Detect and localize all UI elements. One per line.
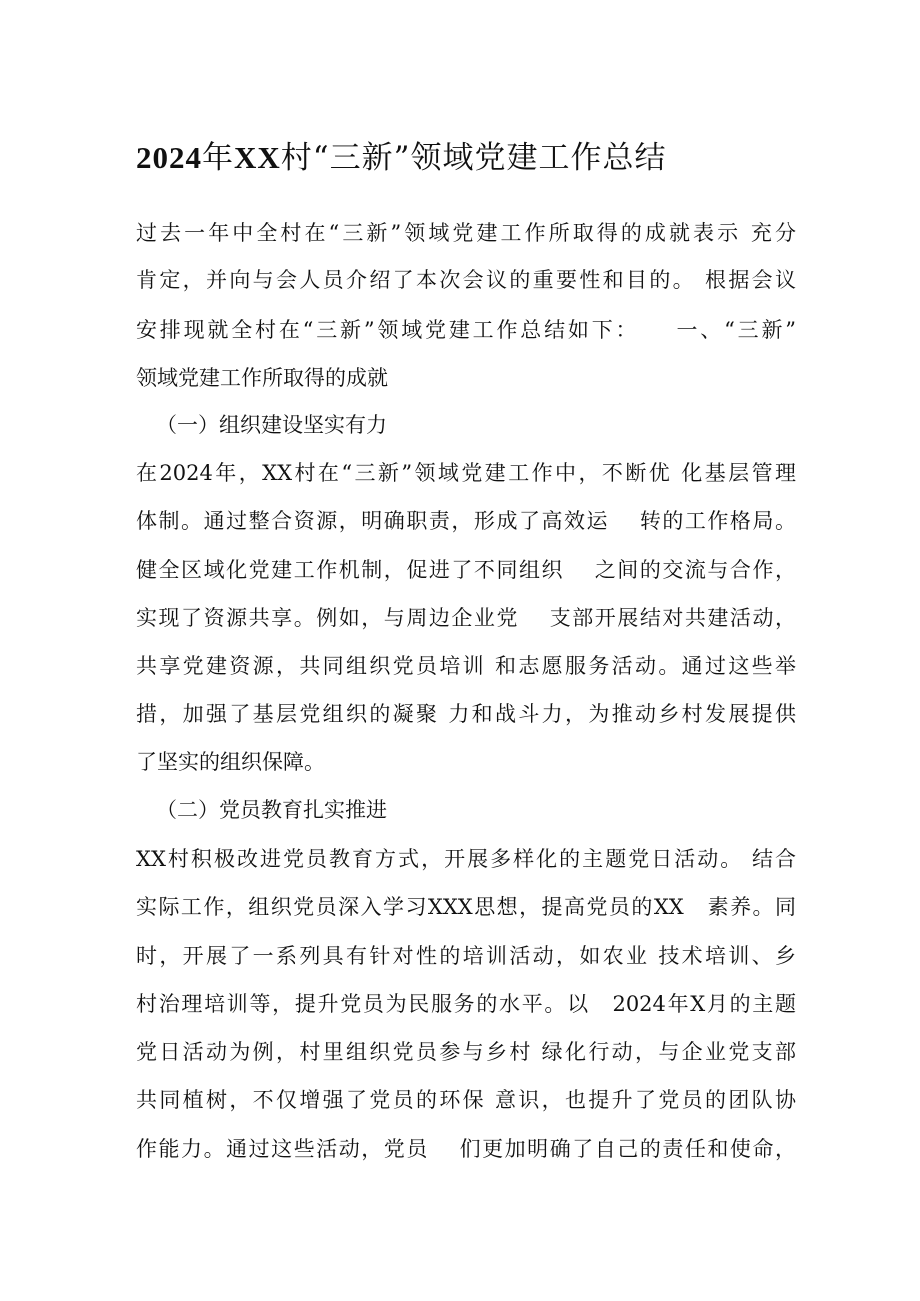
title-village: XX xyxy=(234,140,281,175)
body-line: 措，加强了基层党组织的凝聚 力和战斗力，为推动乡村发展提供 xyxy=(136,702,796,726)
body-line: 村治理培训等，提升党员为民服务的水平。以 2024年X月的主题 xyxy=(136,992,796,1016)
body-line: 共享党建资源，共同组织党员培训 和志愿服务活动。通过这些举 xyxy=(136,654,796,678)
body-line: 了坚实的组织保障。 xyxy=(136,750,325,774)
body-line: 党日活动为例，村里组织党员参与乡村 绿化行动，与企业党支部 xyxy=(136,1040,796,1064)
body-line: 时，开展了一系列具有针对性的培训活动，如农业 技术培训、乡 xyxy=(136,944,796,968)
title-year: 2024 xyxy=(136,140,202,175)
body-line: 作能力。通过这些活动，党员 们更加明确了自己的责任和使命， xyxy=(136,1137,796,1161)
body-line: 安排现就全村在“三新”领域党建工作总结如下： 一、“三新” xyxy=(136,318,796,342)
title-year-suffix: 年 xyxy=(202,140,234,176)
body-line: 体制。通过整合资源，明确职责，形成了高效运 转的工作格局。 xyxy=(136,509,796,533)
body-line: 实际工作，组织党员深入学习XXX思想，提高党员的XX 素养。同 xyxy=(136,895,796,919)
section-heading: （二）党员教育扎实推进 xyxy=(156,798,387,822)
body-line: 领域党建工作所取得的成就 xyxy=(136,366,388,390)
title-rest: 村“三新”领域党建工作总结 xyxy=(280,140,667,176)
body-line: 肯定，并向与会人员介绍了本次会议的重要性和目的。 根据会议 xyxy=(136,268,796,292)
body-line: 实现了资源共享。例如，与周边企业党 支部开展结对共建活动， xyxy=(136,606,796,630)
body-line: 健全区域化党建工作机制，促进了不同组织 之间的交流与合作， xyxy=(136,558,796,582)
body-line: 共同植树，不仅增强了党员的环保 意识，也提升了党员的团队协 xyxy=(136,1088,796,1112)
body-line: 过去一年中全村在“三新”领域党建工作所取得的成就表示 充分 xyxy=(136,221,796,245)
body-line: XX村积极改进党员教育方式，开展多样化的主题党日活动。 结合 xyxy=(136,847,796,871)
section-heading: （一）组织建设坚实有力 xyxy=(156,413,387,437)
document-title xyxy=(136,134,836,182)
body-line: 在2024年，XX村在“三新”领域党建工作中，不断优 化基层管理 xyxy=(136,461,796,485)
